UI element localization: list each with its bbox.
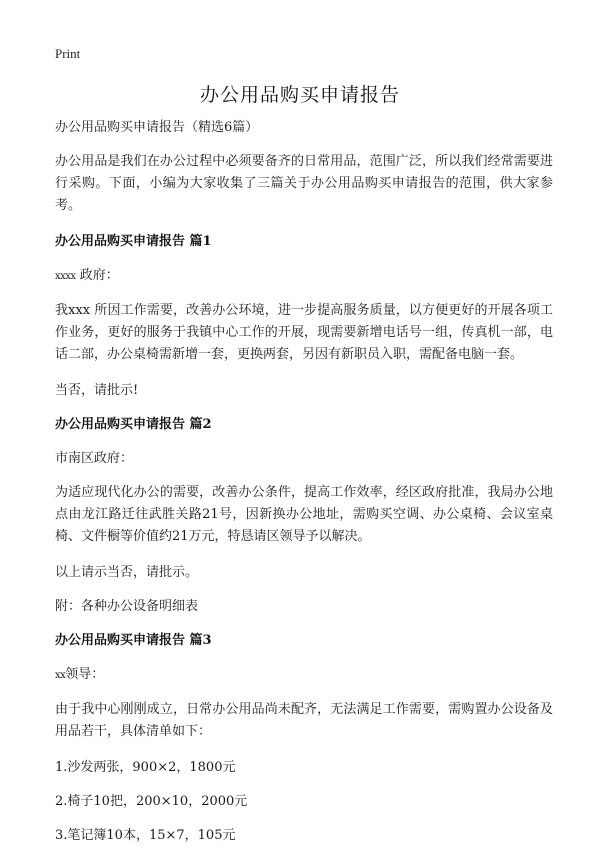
- section-3-heading: 办公用品购买申请报告 篇3: [55, 633, 212, 648]
- section-1-body: 我xxx 所因工作需要，改善办公环境，进一步提高服务质量，以方便更好的开展各项工作业务，更好的服务于我镇中心工作的开展，现需要新增电话号一组，传真机一部，电话二部，办公桌椅需新增一套，更换两套，另因有新职员入职，需配备电脑一套。: [55, 303, 553, 362]
- section-3-salutation-text: 领导：: [65, 667, 105, 682]
- section-1-salutation-text: 政府：: [75, 268, 119, 283]
- section-2-heading: 办公用品购买申请报告 篇2: [55, 417, 212, 432]
- section-1-heading: 办公用品购买申请报告 篇1: [55, 234, 212, 249]
- section-1-closing: 当否，请批示!: [55, 383, 139, 398]
- intro-paragraph: 办公用品是我们在办公过程中必须要备齐的日常用品，范围广泛，所以我们经常需要进行采购。下面，小编为大家收集了三篇关于办公用品购买申请报告的范围，供大家参考。: [55, 154, 553, 213]
- section-1-salutation-prefix: xxxx: [55, 271, 76, 282]
- list-item: 1.沙发两张，900×2，1800元: [55, 760, 236, 775]
- document-body: [55, 117, 553, 859]
- section-2-salutation: 市南区政府：: [55, 451, 134, 466]
- print-link[interactable]: Print: [55, 46, 81, 61]
- section-3-salutation-prefix: xx: [55, 670, 66, 681]
- list-item: 2.椅子10把，200×10，2000元: [55, 794, 248, 809]
- section-3-salutation: [55, 664, 553, 687]
- section-2-body: 为适应现代化办公的需要，改善办公条件，提高工作效率，经区政府批准，我局办公地点由龙江路迁往武胜关路21号，因新换办公地址，需购买空调、办公桌椅、会议室桌椅、文件橱等价值约21万元，特恳请区领导予以解决。: [55, 485, 553, 544]
- section-3-body: 由于我中心刚刚成立，日常办公用品尚未配齐，无法满足工作需要，需购置办公设备及用品若干，具体清单如下：: [55, 702, 553, 739]
- section-2-attachment: 附：各种办公设备明细表: [55, 599, 199, 614]
- section-1-salutation: [55, 265, 553, 288]
- page-title: 办公用品购买申请报告: [199, 84, 400, 106]
- document-subtitle: 办公用品购买申请报告（精选6篇）: [55, 120, 259, 135]
- section-2-closing: 以上请示当否，请批示。: [55, 565, 199, 580]
- list-item: 3.笔记簿10本，15×7，105元: [55, 828, 236, 843]
